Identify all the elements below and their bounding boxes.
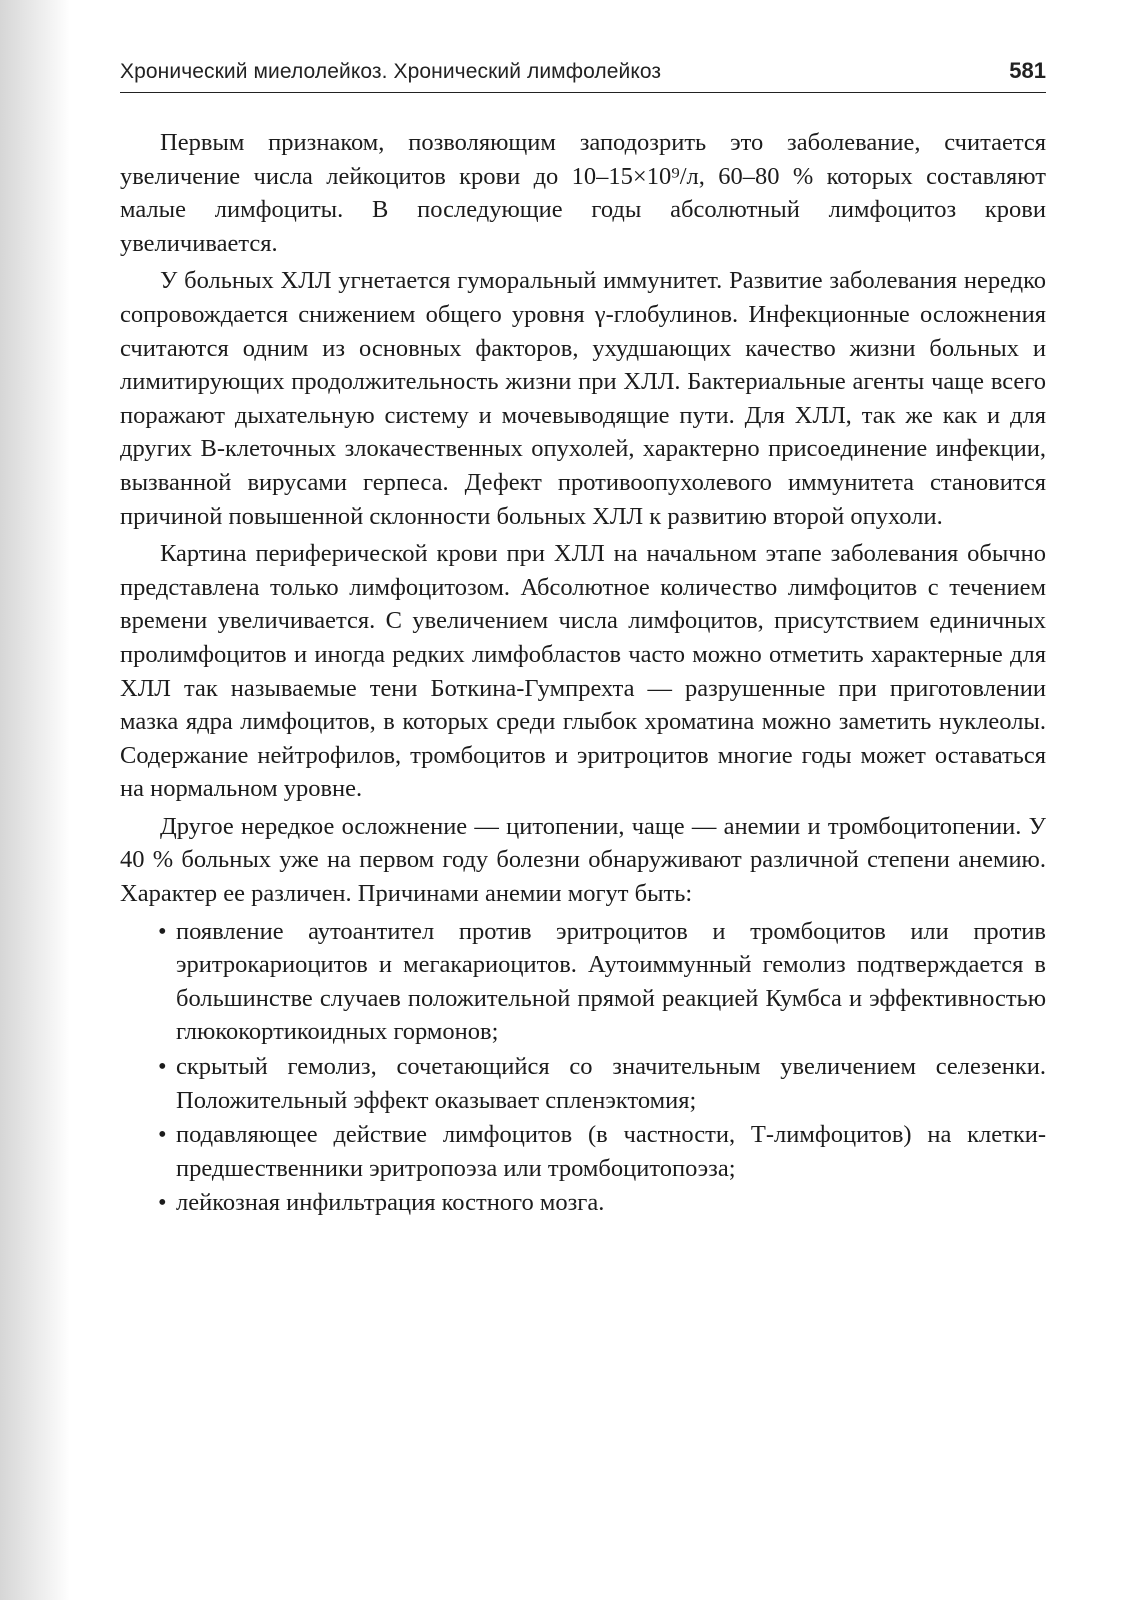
- list-item: [120, 1118, 1046, 1185]
- bullet-icon: •: [158, 1053, 167, 1081]
- list-item-text: лейкозная инфильтрация костного мозга.: [176, 1189, 605, 1217]
- running-header: [120, 58, 1046, 93]
- paragraph-blood-picture: Картина периферической крови при ХЛЛ на начальном этапе заболевания обычно представлена только лимфоцитозом. Абсолютное количество лимфоцитов с течением времени увеличивается. С увеличением числа лимфоцитов, присутствием единичных пролимфоцитов и иногда редких лимфобластов часто можно отметить характерные для ХЛЛ так называемые тени Боткина-Гумпрехта — разрушенные при приготовлении мазка ядра лимфоцитов, в которых среди глыбок хроматина можно заметить нуклеолы. Содержание нейтрофилов, тромбоцитов и эритроцитов многие годы может оставаться на нормальном уровне.: [120, 540, 1046, 803]
- paragraph-immunity: У больных ХЛЛ угнетается гуморальный иммунитет. Развитие заболевания нередко сопровождается снижением общего уровня γ-глобулинов. Инфекционные осложнения считаются одним из основных факторов, ухудшающих качество жизни больных и лимитирующих продолжительность жизни при ХЛЛ. Бактериальные агенты чаще всего поражают дыхательную систему и мочевыводящие пути. Для ХЛЛ, так же как и для других В-клеточных злокачественных опухолей, характерно присоединение инфекции, вызванной вирусами герпеса. Дефект противоопухолевого иммунитета становится причиной повышенной склонности больных ХЛЛ к развитию второй опухоли.: [120, 267, 1046, 530]
- bullet-icon: •: [158, 917, 167, 945]
- bullet-icon: •: [158, 1121, 167, 1149]
- anemia-causes-list: [120, 915, 1046, 1220]
- list-item-text: скрытый гемолиз, сочетающийся со значительным увеличением селезенки. Положительный эффект оказывает спленэктомия;: [176, 1053, 1046, 1114]
- list-item: [120, 1186, 1046, 1220]
- page-number: 581: [1009, 58, 1046, 83]
- list-item: [120, 1050, 1046, 1117]
- page-edge-shadow: [0, 0, 70, 1600]
- list-item: [120, 915, 1046, 1049]
- bullet-icon: •: [158, 1189, 167, 1217]
- header-title: Хронический миелолейкоз. Хронический лимфолейкоз: [120, 60, 662, 83]
- list-item-text: подавляющее действие лимфоцитов (в частности, Т-лимфоцитов) на клетки-предшественники эритропоэза или тромбоцитопоэза;: [176, 1121, 1046, 1182]
- body-text: [120, 126, 1046, 1221]
- paragraph-leukocytes: Первым признаком, позволяющим заподозрить это заболевание, считается увеличение числа лейкоцитов крови до 10–15×10⁹/л, 60–80 % которых составляют малые лимфоциты. В последующие годы абсолютный лимфоцитоз крови увеличивается.: [120, 129, 1046, 257]
- paragraph-cytopenia: Другое нередкое осложнение — цитопении, чаще — анемии и тромбоцитопении. У 40 % больных уже на первом году болезни обнаруживают различной степени анемию. Характер ее различен. Причинами анемии могут быть:: [120, 812, 1046, 908]
- list-item-text: появление аутоантител против эритроцитов и тромбоцитов или против эритрокариоцитов и мегакариоцитов. Аутоиммунный гемолиз подтверждается в большинстве случаев положительной прямой реакцией Кумбса и эффективностью глюкокортикоидных гормонов;: [176, 917, 1046, 1046]
